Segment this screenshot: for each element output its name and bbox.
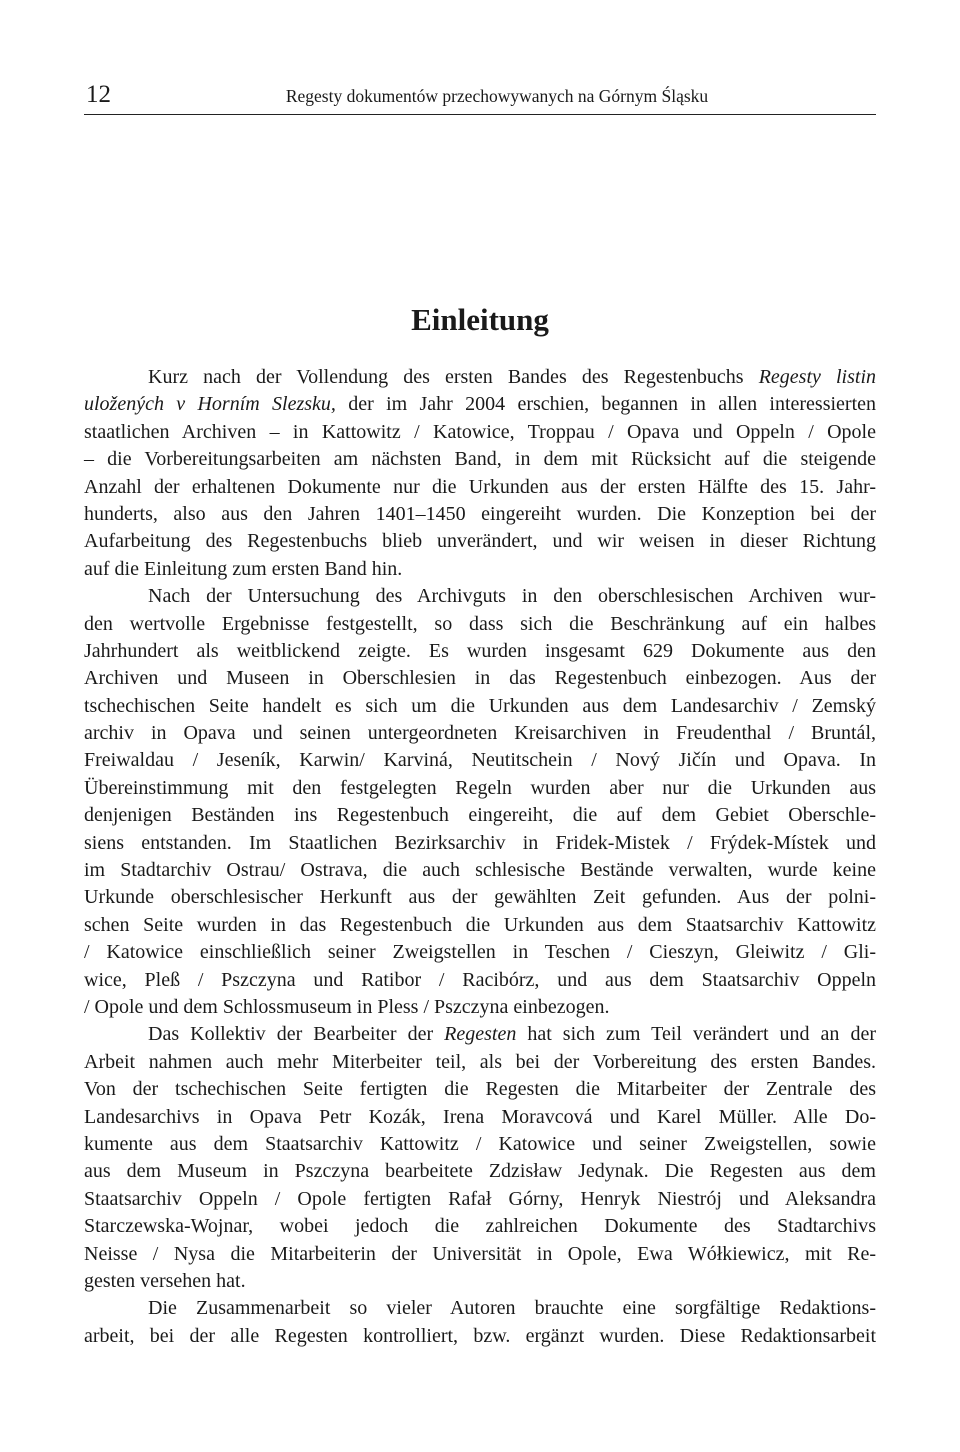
text-line: arbeit, bei der alle Regesten kontrolliert, bzw. ergänzt wurden. Diese Redaktionsarbeit [84, 1324, 876, 1347]
text-line: Von der tschechischen Seite fertigten die Regesten die Mitarbeiter der Zentrale des [84, 1078, 876, 1101]
text-line: auf die Einleitung zum ersten Band hin. [84, 557, 403, 580]
text-line: Neisse / Nysa die Mitarbeiterin der Universität in Opole, Ewa Wółkiewicz, mit Re- [84, 1242, 876, 1265]
text-line: den wertvolle Ergebnisse festgestellt, so dass sich die Beschränkung auf ein halbes [84, 612, 876, 635]
text-line: Starczewska-Wojnar, wobei jedoch die zahlreichen Dokumente des Stadtarchivs [84, 1215, 876, 1238]
paragraph-1 [84, 364, 876, 583]
paragraph-4 [84, 1295, 876, 1350]
text-line: siens entstanden. Im Staatlichen Bezirksarchiv in Fridek-Mistek / Frýdek-Místek und [84, 831, 876, 854]
text-span: Kurz nach der Vollendung des ersten Bandes des Regestenbuchs [148, 366, 759, 388]
text-line: Arbeit nahmen auch mehr Miterbeiter teil, als bei der Vorbereitung des ersten Bandes. [84, 1050, 876, 1073]
paragraph-2 [84, 583, 876, 1021]
text-line: tschechischen Seite handelt es sich um die Urkunden aus dem Landesarchiv / Zemský [84, 694, 876, 717]
text-line: Landesarchivs in Opava Petr Kozák, Irena Moravcová und Karel Müller. Alle Do- [84, 1105, 876, 1128]
text-line: Freiwaldau / Jeseník, Karwin/ Karviná, Neutitschein / Nový Jičín und Opava. In [84, 749, 876, 772]
text-line: schen Seite wurden in das Regestenbuch die Urkunden aus dem Staatsarchiv Kattowitz [84, 913, 876, 936]
text-line: archiv in Opava und seinen untergeordneten Kreisarchiven in Freudenthal / Bruntál, [84, 722, 876, 745]
text-line: Anzahl der erhaltenen Dokumente nur die Urkunden aus der ersten Hälfte des 15. Jahr- [84, 475, 876, 498]
text-line: wice, Pleß / Pszczyna und Ratibor / Racibórz, und aus dem Staatsarchiv Oppeln [84, 968, 876, 991]
italic-word: Regesten [444, 1023, 517, 1046]
text-line: / Katowice einschließlich seiner Zweigstellen in Teschen / Cieszyn, Gleiwitz / Gli- [84, 941, 876, 964]
text-line [84, 1021, 876, 1048]
text-line: aus dem Museum in Pszczyna bearbeitete Zdzisław Jedynak. Die Regesten aus dem [84, 1160, 876, 1183]
text-line: im Stadtarchiv Ostrau/ Ostrava, die auch schlesische Bestände verwalten, wurde keine [84, 859, 876, 882]
page-header [84, 78, 876, 112]
italic-title: uložených v Horním Slezsku, [84, 393, 336, 416]
text-line: Aufarbeitung des Regestenbuchs blieb unverändert, und wir weisen in dieser Richtung [84, 530, 876, 553]
text-line: Urkunde oberschlesischer Herkunft aus der gewählten Zeit gefunden. Aus der polni- [84, 886, 876, 909]
body-text [84, 364, 876, 1350]
running-title: Regesty dokumentów przechowywanych na Górnym Śląsku [285, 86, 709, 106]
header-rule [84, 114, 876, 115]
text-span: Das Kollektiv der Bearbeiter der [148, 1023, 445, 1046]
text-line: Die Zusammenarbeit so vieler Autoren brauchte eine sorgfältige Redaktions- [148, 1297, 876, 1320]
text-line: hunderts, also aus den Jahren 1401–1450 eingereiht wurden. Die Konzeption bei der [84, 502, 876, 525]
text-line: Nach der Untersuchung des Archivguts in den oberschlesischen Archiven wur- [148, 585, 876, 608]
text-line: Staatsarchiv Oppeln / Opole fertigten Rafał Górny, Henryk Niestrój und Aleksandra [84, 1187, 876, 1210]
text-span: hat sich zum Teil verändert und an der [516, 1023, 876, 1046]
text-line [84, 364, 876, 391]
text-line: / Opole und dem Schlossmuseum in Pless / Pszczyna einbezogen. [84, 995, 610, 1018]
text-line: Jahrhundert als weitblickend zeigte. Es wurden insgesamt 629 Dokumente aus den [84, 639, 876, 662]
text-line [84, 391, 876, 418]
text-line: Archiven und Museen in Oberschlesien in das Regestenbuch einbezogen. Aus der [84, 667, 876, 690]
page-number: 12 [86, 81, 111, 108]
text-line: Übereinstimmung mit den festgelegten Regeln wurden aber nur die Urkunden aus [84, 776, 876, 799]
text-span: der im Jahr 2004 erschien, begannen in allen interessierten [335, 393, 877, 416]
italic-title: Regesty listin [758, 366, 876, 388]
text-line: denjenigen Beständen ins Regestenbuch eingereiht, die auf dem Gebiet Oberschle- [84, 804, 876, 827]
text-line: kumente aus dem Staatsarchiv Kattowitz / Katowice und seiner Zweigstellen, sowie [84, 1132, 876, 1155]
text-line: staatlichen Archiven – in Kattowitz / Katowice, Troppau / Opava und Oppeln / Opole [84, 420, 876, 443]
text-line: – die Vorbereitungsarbeiten am nächsten Band, in dem mit Rücksicht auf die steigende [84, 448, 876, 471]
text-line: gesten versehen hat. [84, 1269, 246, 1292]
paragraph-3 [84, 1021, 876, 1295]
section-heading: Einleitung [411, 302, 549, 337]
